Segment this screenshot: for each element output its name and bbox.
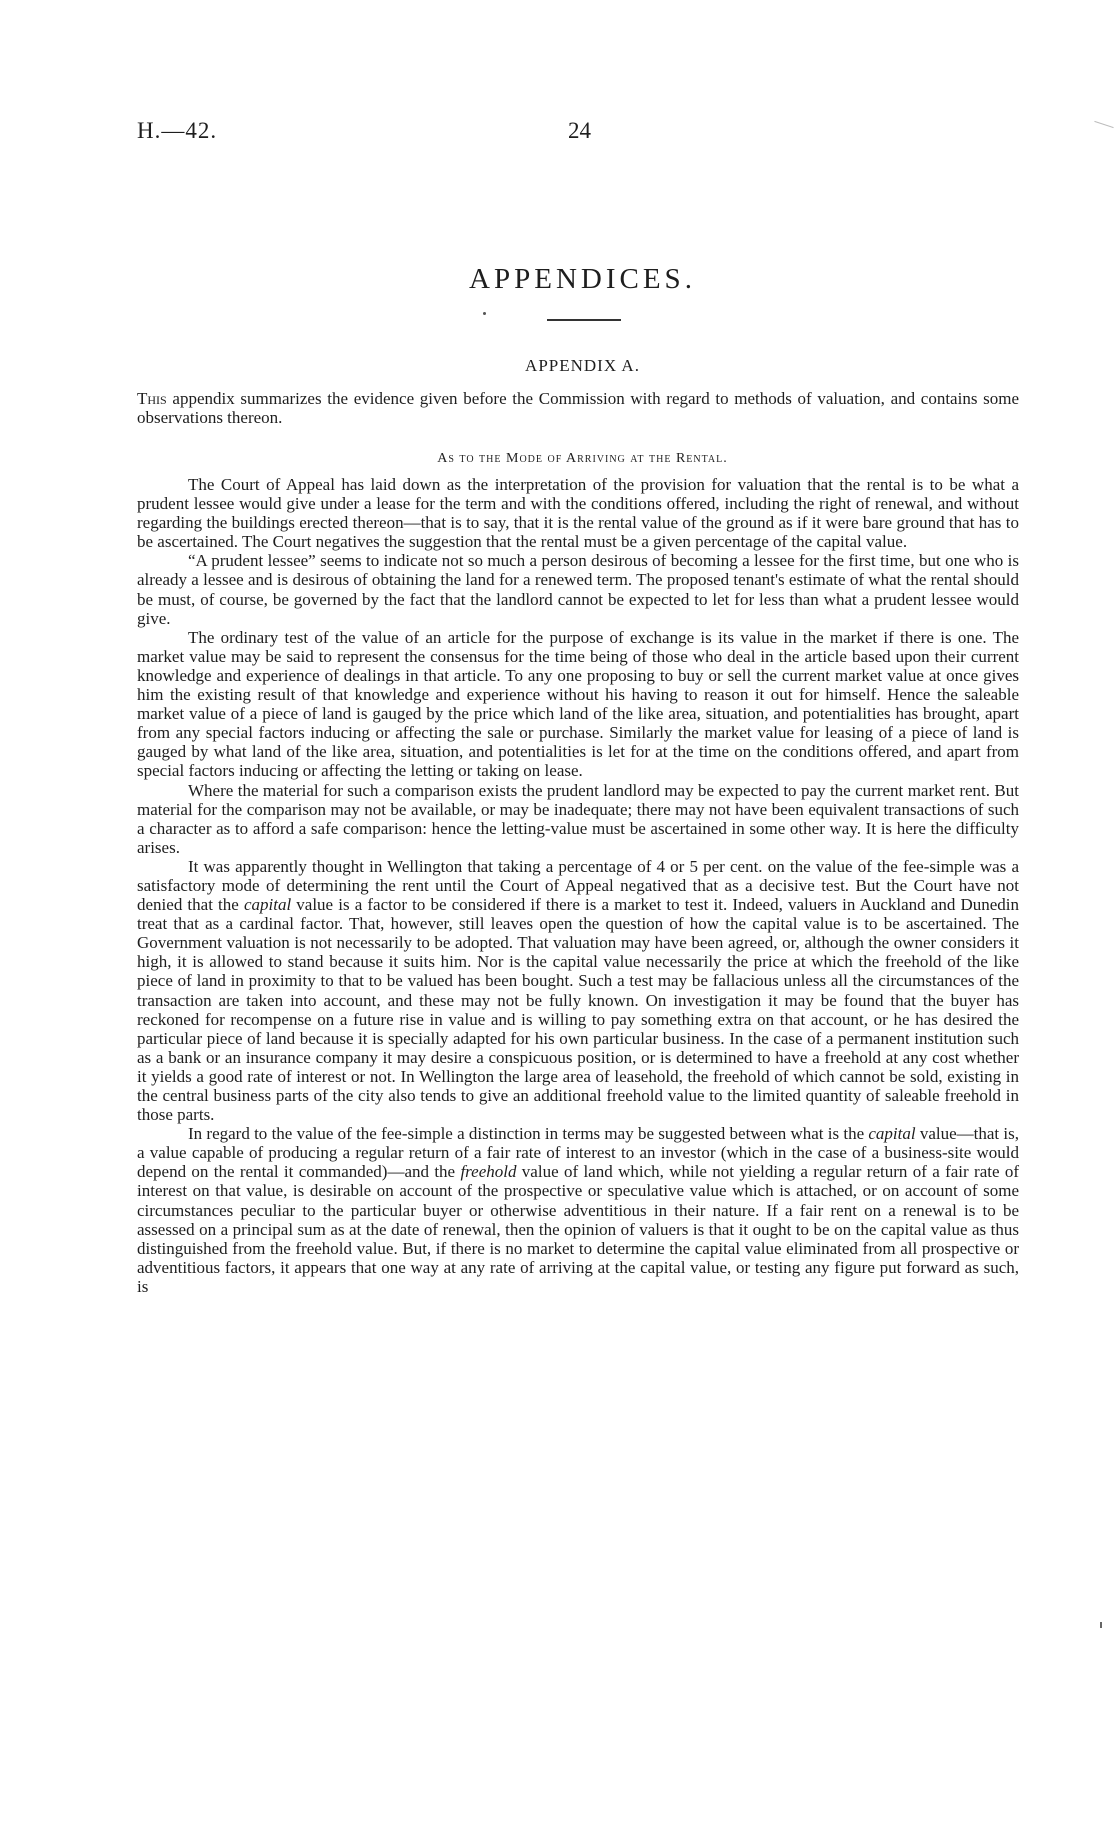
paragraph-text: In regard to the value of the fee-simple a distinction in terms may be suggested between what is the xyxy=(188,1124,869,1144)
emphasis: capital xyxy=(868,1124,916,1144)
section-heading: As to the Mode of Arriving at the Rental. xyxy=(437,451,728,466)
paragraph xyxy=(137,1124,1019,1296)
intro-lead-word: This xyxy=(137,389,167,408)
report-reference: H.—42. xyxy=(137,118,218,143)
appendix-heading: APPENDIX A. xyxy=(525,356,640,375)
scan-mark xyxy=(1100,1622,1102,1628)
paragraph xyxy=(137,857,1019,1124)
paragraph-text: value is a factor to be considered if there is a market to test it. Indeed, valuers in Auckland and Dunedin treat that as a cardinal factor. That, however, still leaves open the question of how the capital value is to be ascertained. The Government valuation is not necessarily to be adopted. That valuation may have been agreed, or, although the owner considers it high, it is allowed to stand because it suits him. Nor is the capital value necessarily the price at which the freehold of the like piece of land in proximity to that to be valued has been bought. Such a test may be fallacious unless all the circumstances of the transaction are taken into account, and these may not be fully known. On investigation it may be found that the buyer has reckoned for recompense on a future rise in value and is willing to pay something extra on that account, or he has desired the particular piece of land because it is specially adapted for his own particular business. In the case of a permanent institution such as a bank or an insurance company it may desire a conspicuous position, or is determined to have a freehold at any cost whether it yields a good rate of interest or not. In Wellington the large area of leasehold, the freehold of which cannot be sold, existing in the central business parts of the city also tends to give an additional freehold value to the limited quantity of saleable freehold in those parts. xyxy=(137,895,1019,1125)
title-rule xyxy=(547,319,621,321)
paragraph-text: It was apparently thought in Wellington that taking a percentage of 4 or 5 per cent. on the value of the fee-simple was a satisfactory mode of determining the rent until the Court of Appeal negatived that as a decisive test. But the Court have not denied that the xyxy=(137,856,1019,915)
intro-text: appendix summarizes the evidence given before the Commission with regard to methods of valuation, and contains some observations thereon. xyxy=(137,389,1019,428)
scan-mark xyxy=(1094,121,1113,128)
emphasis: freehold xyxy=(460,1162,517,1182)
paragraph: “A prudent lessee” seems to indicate not so much a person desirous of becoming a lessee for the first time, but one who is already a lessee and is desirous of obtaining the land for a renewed term. The proposed tenant's estimate of what the rental should be must, of course, be governed by the fact that the landlord cannot be expected to let for less than what a prudent lessee would give. xyxy=(137,551,1019,628)
paragraph-text: value of land which, while not yielding a regular return of a fair rate of interest on that value, is desirable on account of the prospective or speculative value which is attached, or on account of some circumstances peculiar to the particular buyer or otherwise adventitious in their nature. If a fair rent on a renewal is to be assessed on a principal sum as at the date of renewal, then the opinion of valuers is that it ought to be on the capital value as thus distinguished from the freehold value. But, if there is no market to determine the capital value eliminated from all prospective or adventitious factors, it appears that one way at any rate of arriving at the capital value, or testing any figure put forward as such, is xyxy=(137,1162,1020,1296)
print-dot xyxy=(483,312,486,315)
appendix-body xyxy=(137,475,1019,1296)
page-title: APPENDICES. xyxy=(469,263,696,295)
paragraph-text: value—that is, a value capable of producing a regular return of a fair rate of interest to an investor (which in the case of a business-site would depend on the rental it commanded)—and the xyxy=(137,1124,1019,1182)
paragraph: Where the material for such a comparison exists the prudent landlord may be expected to pay the current market rent. But material for the comparison may not be available, or may be inadequate; there may not have been equivalent transactions of such a character as to afford a safe comparison: hence the letting-value must be ascertained in some other way. It is here the difficulty arises. xyxy=(137,780,1019,857)
paragraph: The ordinary test of the value of an article for the purpose of exchange is its value in the market if there is one. The market value may be said to represent the consensus for the time being of those who deal in the article based upon their current knowledge and experience of dealings in that article. To any one proposing to buy or sell the current market value at once gives him the existing result of that knowledge and experience without his having to reason it out for himself. Hence the saleable market value of a piece of land is gauged by the price which land of the like area, situation, and potentialities has brought, apart from any special factors inducing or affecting the sale or purchase. Similarly the market value for leasing of a piece of land is gauged by what land of the like area, situation, and potentialities is let for at the time on the conditions offered, and apart from special factors inducing or affecting the letting or taking on lease. xyxy=(137,627,1019,781)
emphasis: capital xyxy=(243,895,292,915)
paragraph: The Court of Appeal has laid down as the interpretation of the provision for valuation that the rental is to be what a prudent lessee would give under a lease for the term and with the conditions offered, including the right of renewal, and without regarding the buildings erected thereon—that is to say, that it is the rental value of the ground as if it were bare ground that has to be ascertained. The Court negatives the suggestion that the rental must be a given percentage of the capital value. xyxy=(137,475,1019,552)
appendix-intro xyxy=(137,389,1019,427)
page-number: 24 xyxy=(568,118,591,143)
